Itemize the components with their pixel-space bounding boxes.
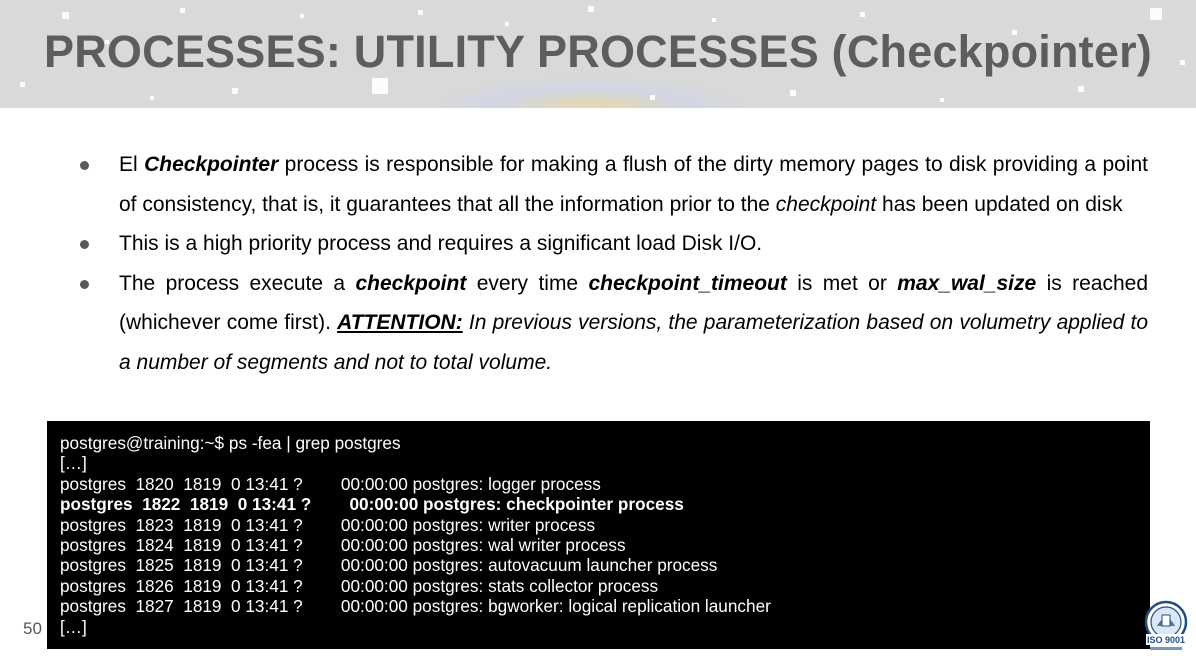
bullet-dot-icon [80,280,89,289]
bullet-text-emphasis: max_wal_size [897,271,1037,295]
bullet-text-emphasis: checkpoint_timeout [588,271,787,295]
terminal-line: postgres 1825 1819 0 13:41 ? 00:00:00 postgres: autovacuum launcher process [60,555,718,576]
bullet-text: process is responsible for making a flush of the dirty memory pages to disk providing a point of consistency, that is, it guarantees that all the information prior to the [119,153,1148,216]
terminal-line: postgres 1827 1819 0 13:41 ? 00:00:00 postgres: bgworker: logical replication launcher [60,596,771,617]
attention-label: ATTENTION: [337,311,463,334]
terminal-line-highlighted: postgres 1822 1819 0 13:41 ? 00:00:00 postgres: checkpointer process [60,494,684,515]
terminal-output [47,421,1150,649]
page-number: 50 [23,619,42,638]
bullet-text: is reached (whichever come first). [119,271,1149,334]
bullet-item [80,264,1148,383]
header-decoration [440,78,740,108]
bullet-text: El [119,153,145,176]
bullet-text-emphasis: Checkpointer [144,153,279,176]
bullet-text-emphasis: checkpoint [355,271,467,295]
bullet-list [80,145,1148,382]
terminal-line: postgres@training:~$ ps -fea | grep postgres [60,433,401,453]
iso-certification-icon [1143,600,1189,656]
terminal-line: postgres 1823 1819 0 13:41 ? 00:00:00 postgres: writer process [60,514,596,535]
bullet-dot-icon [80,240,89,249]
slide-header [0,0,1196,108]
bullet-item [80,224,1148,264]
bullet-dot-icon [80,161,89,170]
bullet-text: every time [466,271,589,295]
bullet-text: has been updated on disk [876,192,1123,216]
svg-text:ISO 9001: ISO 9001 [1146,635,1186,645]
bullet-text: This is a high priority process and requires a significant load Disk I/O. [119,232,763,255]
slide-title: PROCESSES: UTILITY PROCESSES (Checkpointer) [44,26,1152,77]
terminal-line: postgres 1824 1819 0 13:41 ? 00:00:00 postgres: wal writer process [60,534,626,555]
bullet-text-italic: In previous versions, the parameterization based on volumetry applied to a number of segments and not to total volume. [119,311,1148,374]
bullet-text-italic: checkpoint [775,192,877,216]
terminal-line: […] [60,453,87,474]
bullet-text: The process execute a [119,271,356,295]
bullet-item [80,145,1148,224]
terminal-line: postgres 1820 1819 0 13:41 ? 00:00:00 postgres: logger process [60,473,601,494]
terminal-line: […] [60,616,87,637]
bullet-text: is met or [786,271,898,295]
terminal-line: postgres 1826 1819 0 13:41 ? 00:00:00 postgres: stats collector process [60,575,659,596]
